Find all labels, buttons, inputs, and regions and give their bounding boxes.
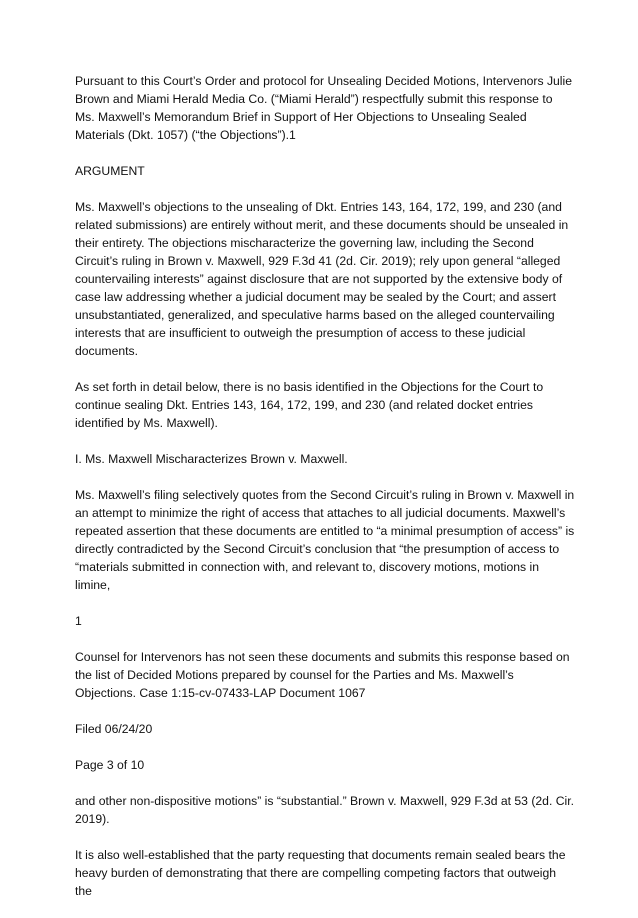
objections-paragraph: Ms. Maxwell’s objections to the unsealing of Dkt. Entries 143, 164, 172, 199, and 230 (and related submissions) are entirely without merit, and these documents should be unsealed in their entirety. The objections mischaracterize the governing law, including the Second Circuit’s ruling in Brown v. Maxwell, 929 F.3d 41 (2d. Cir. 2019); rely upon general “alleged countervailing interests” against disclosure that are not supported by the extensive body of case law addressing whether a judicial document may be sealed by the Court; and assert unsubstantiated, generalized, and speculative harms based on the alleged countervailing interests that are insufficient to outweigh the presumption of access to these judicial documents.: [75, 200, 569, 358]
footnote-number: 1: [75, 614, 82, 628]
footnote-text: Counsel for Intervenors has not seen these documents and submits this response based on the list of Decided Motions prepared by counsel for the Parties and Ms. Maxwell’s Objections. Case 1:15-cv-07433-LAP Document 1067: [75, 650, 570, 700]
continuation-paragraph: and other non-dispositive motions” is “substantial.” Brown v. Maxwell, 929 F.3d at 53 (2d. Cir. 2019).: [75, 794, 575, 826]
no-basis-paragraph: As set forth in detail below, there is no basis identified in the Objections for the Court to continue sealing Dkt. Entries 143, 164, 172, 199, and 230 (and related docket entries identified by Ms. Maxwell).: [75, 380, 544, 430]
document-body: [75, 72, 575, 918]
filed-date: Filed 06/24/20: [75, 722, 153, 736]
intro-paragraph: Pursuant to this Court’s Order and protocol for Unsealing Decided Motions, Intervenors Julie Brown and Miami Herald Media Co. (“Miami Herald”) respectfully submit this response to Ms. Maxwell’s Memorandum Brief in Support of Her Objections to Unsealing Sealed Materials (Dkt. 1057) (“the Objections”).1: [75, 74, 573, 142]
page-number: Page 3 of 10: [75, 758, 145, 772]
burden-paragraph: It is also well-established that the party requesting that documents remain sealed bears the heavy burden of demonstrating that there are compelling competing factors that outweigh the: [75, 848, 566, 898]
brown-maxwell-paragraph: Ms. Maxwell’s filing selectively quotes from the Second Circuit’s ruling in Brown v. Maxwell in an attempt to minimize the right of access that attaches to all judicial documents. Maxwell’s repeated assertion that these documents are entitled to “a minimal presumption of access” is directly contradicted by the Second Circuit’s conclusion that “the presumption of access to “materials submitted in connection with, and relevant to, discovery motions, motions in limine,: [75, 488, 575, 592]
section-heading-i: I. Ms. Maxwell Mischaracterizes Brown v. Maxwell.: [75, 452, 348, 466]
section-heading-argument: ARGUMENT: [75, 164, 145, 178]
